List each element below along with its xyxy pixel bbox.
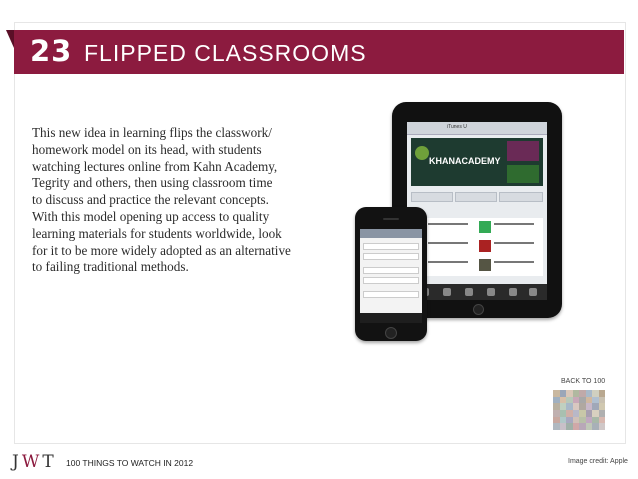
course-line [428, 261, 468, 263]
slide-number: 23 [30, 34, 73, 68]
iphone-cell [363, 277, 419, 284]
back-to-100-link[interactable]: BACK TO 100 [561, 378, 606, 385]
engineering-badge [507, 165, 539, 183]
course-thumb [479, 221, 491, 233]
backstory-badge [507, 141, 539, 161]
body-line: to discuss and practice the relevant concepts. [32, 192, 269, 208]
iphone-cell [363, 243, 419, 250]
body-line: Tegrity and others, then using classroom time [32, 175, 273, 191]
back-to-100-thumbnail[interactable] [553, 390, 605, 430]
course-line [494, 261, 534, 263]
khan-academy-logo: KHANACADEMY [429, 156, 501, 166]
ipad-dock [407, 284, 547, 300]
body-line: watching lectures online from Kahn Academy, [32, 158, 278, 174]
ipad-home-button [473, 304, 484, 315]
body-line: homework model on its head, with students [32, 141, 262, 157]
course-thumb [479, 240, 491, 252]
title-ribbon-fold [6, 30, 14, 48]
ipad-divider [411, 206, 543, 212]
iphone-cell [363, 267, 419, 274]
ipad-app-title: iTunes U [447, 124, 467, 130]
body-line: With this model opening up access to quality [32, 208, 270, 224]
body-line: for it to be more widely adopted as an alternative [32, 242, 291, 258]
course-line [494, 223, 534, 225]
ipad-segment-row [411, 192, 543, 202]
footer-series-title: 100 THINGS TO WATCH IN 2012 [66, 458, 194, 468]
iphone-image [355, 207, 427, 341]
slide-title: FLIPPED CLASSROOMS [84, 40, 367, 66]
ipad-status-bar [407, 122, 547, 135]
body-text [32, 125, 322, 276]
body-line: This new idea in learning flips the classwork/ [32, 125, 272, 140]
iphone-cell [363, 291, 419, 298]
image-credit: Image credit: Apple [568, 458, 628, 465]
course-line [428, 242, 468, 244]
course-thumb [479, 259, 491, 271]
ipad-course-list [411, 218, 543, 276]
iphone-screen [360, 229, 422, 323]
ipad-screen [407, 122, 547, 300]
iphone-speaker [383, 218, 399, 220]
body-line: learning materials for students worldwide, look [32, 225, 282, 241]
jwt-logo: JWT [12, 452, 57, 472]
course-line [494, 242, 534, 244]
khan-academy-banner [411, 138, 543, 186]
iphone-tab-bar [360, 313, 422, 323]
iphone-home-button [385, 327, 397, 339]
iphone-cell [363, 253, 419, 260]
tree-logo-icon [415, 146, 429, 160]
course-line [428, 223, 468, 225]
body-line: to failing traditional methods. [32, 259, 189, 275]
iphone-nav-bar [360, 229, 422, 238]
